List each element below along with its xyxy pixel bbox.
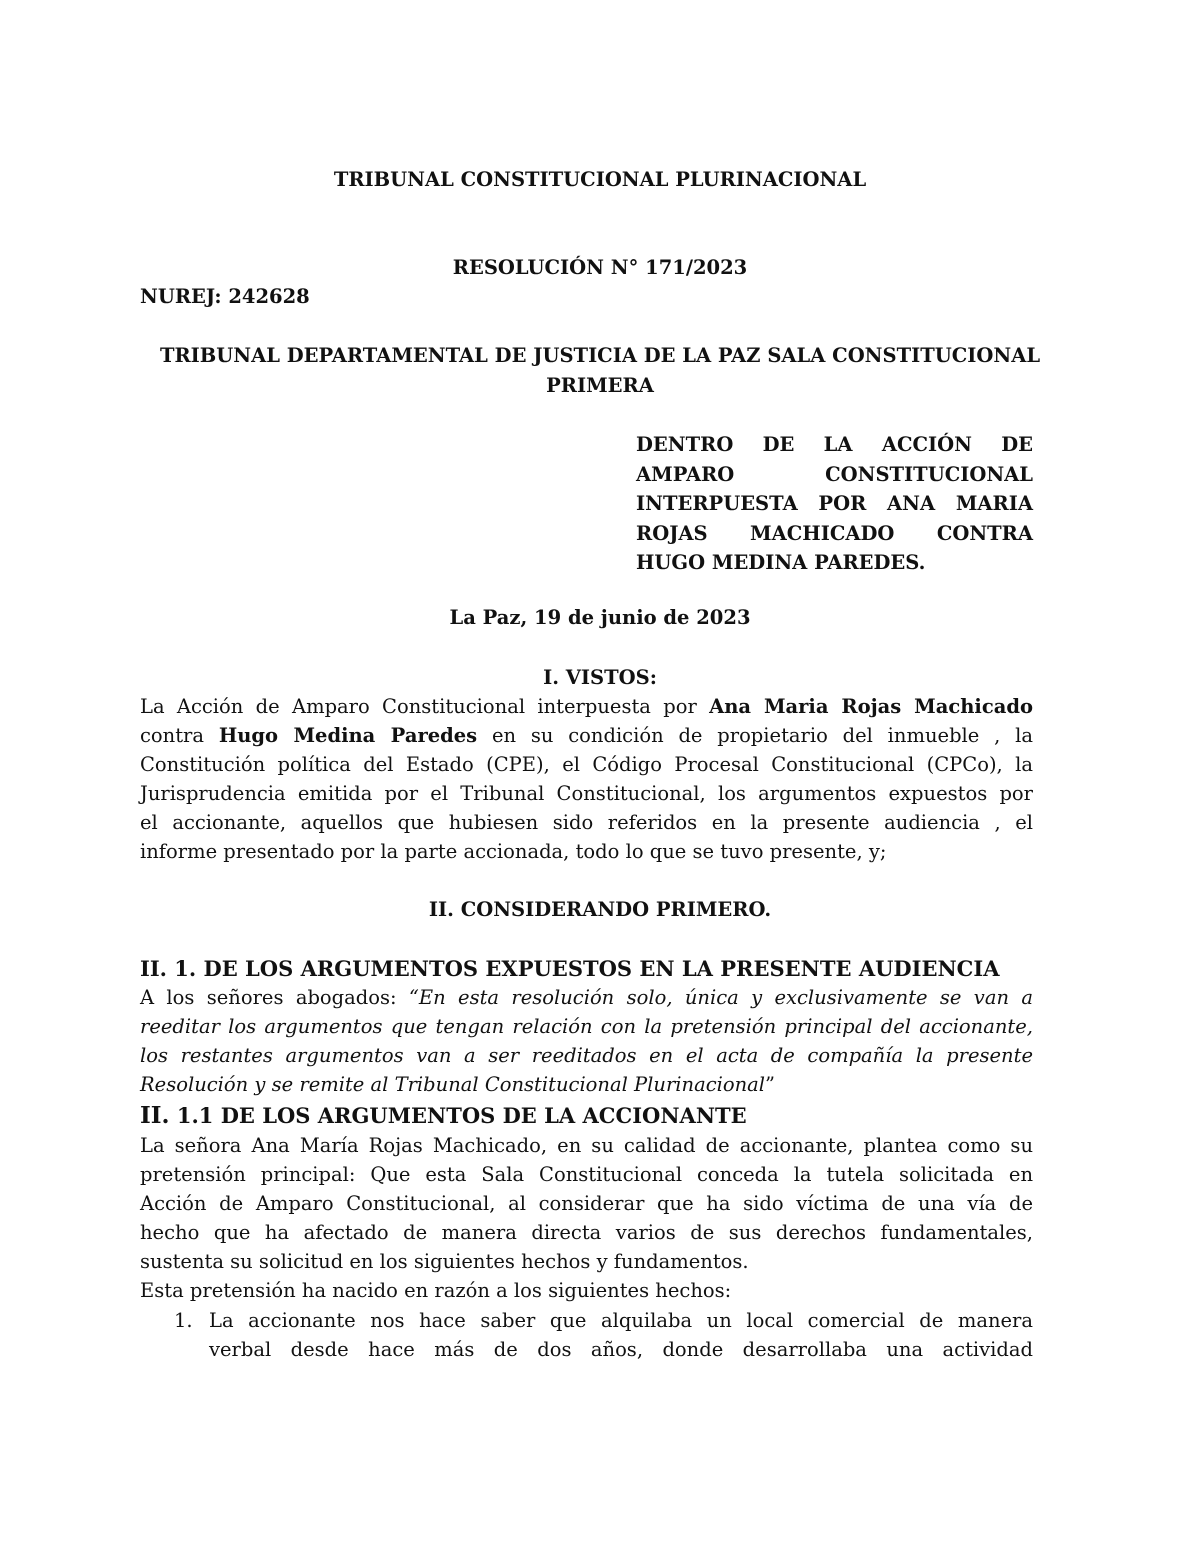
- vistos-text: La Acción de Amparo Constitucional interpuesta por: [140, 695, 710, 718]
- section-ii-1-text: A los señores abogados:: [140, 986, 409, 1009]
- vistos-line: Jurisprudencia emitida por el Tribunal Constitucional, los argumentos expuestos por: [140, 782, 1033, 805]
- section-ii-1-1-line: sustenta su solicitud en los siguientes hechos y fundamentos.: [140, 1250, 749, 1273]
- vistos-line: Constitución política del Estado (CPE), el Código Procesal Constitucional (CPCo), la: [140, 753, 1033, 776]
- list-item-line: verbal desde hace más de dos años, donde desarrollaba una actividad: [209, 1338, 1033, 1361]
- section-ii-1-1-line: La señora Ana María Rojas Machicado, en su calidad de accionante, plantea como su: [140, 1134, 1033, 1157]
- list-item: [140, 1306, 1033, 1364]
- case-caption-line: AMPARO CONSTITUCIONAL: [636, 462, 1033, 486]
- accionante-name: Ana Maria Rojas Machicado: [709, 695, 1033, 718]
- date-line: La Paz, 19 de junio de 2023: [449, 606, 751, 629]
- resolution-number: RESOLUCIÓN N° 171/2023: [452, 256, 748, 279]
- section-ii-1-quote: “En esta resolución solo, única y exclusivamente se van a: [408, 986, 1033, 1009]
- section-ii-1-1-heading-prefix: II.: [140, 1102, 170, 1129]
- list-item-number: 1.: [174, 1309, 193, 1332]
- vistos-line: informe presentado por la parte accionada, todo lo que se tuvo presente, y;: [140, 840, 887, 863]
- case-caption-line: DENTRO DE LA ACCIÓN DE: [636, 433, 1033, 456]
- section-ii-1-1-paragraph: [140, 1131, 1033, 1305]
- vistos-text: en su condición de propietario del inmueble , la: [477, 724, 1033, 747]
- section-ii-1-paragraph: [140, 983, 1033, 1099]
- vistos-text: contra: [140, 724, 219, 747]
- section-ii-1-1-line: pretensión principal: Que esta Sala Constitucional conceda la tutela solicitada en: [140, 1163, 1033, 1186]
- section-ii-1-line: los restantes argumentos van a ser reeditados en el acta de compañía la presente: [140, 1044, 1033, 1067]
- vistos-heading: I. VISTOS:: [543, 666, 657, 689]
- section-ii-1-1-line: Acción de Amparo Constitucional, al considerar que ha sido víctima de una vía de: [140, 1192, 1033, 1215]
- department-line-1: TRIBUNAL DEPARTAMENTAL DE JUSTICIA DE LA PAZ SALA CONSTITUCIONAL: [159, 344, 1041, 367]
- facts-list: [140, 1306, 1033, 1364]
- section-ii-1-quote: Resolución y se remite al Tribunal Constitucional Plurinacional: [140, 1073, 766, 1096]
- section-ii-1-text: ”: [765, 1073, 776, 1096]
- section-ii-1-line: [140, 983, 1033, 1012]
- vistos-line: el accionante, aquellos que hubiesen sido referidos en la presente audiencia , el: [140, 811, 1033, 834]
- section-ii-1-heading: II. 1. DE LOS ARGUMENTOS EXPUESTOS EN LA PRESENTE AUDIENCIA: [140, 956, 1000, 981]
- court-title: TRIBUNAL CONSTITUCIONAL PLURINACIONAL: [333, 168, 867, 191]
- vistos-line: [140, 692, 1033, 721]
- considerando-heading: II. CONSIDERANDO PRIMERO.: [428, 898, 772, 921]
- vistos-paragraph: [140, 692, 1033, 866]
- section-ii-1-1-heading: [140, 1102, 747, 1129]
- section-ii-1-line: reeditar los argumentos que tengan relación con la pretensión principal del accionante,: [140, 1015, 1033, 1038]
- nurej-number: NUREJ: 242628: [140, 285, 310, 308]
- section-ii-1-1-line: hecho que ha afectado de manera directa varios de sus derechos fundamentales,: [140, 1221, 1033, 1244]
- case-caption-line: HUGO MEDINA PAREDES.: [636, 551, 926, 574]
- case-caption-line: INTERPUESTA POR ANA MARIA: [636, 492, 1033, 515]
- case-caption-line: ROJAS MACHICADO CONTRA: [636, 521, 1033, 545]
- section-ii-1-line: [140, 1070, 1033, 1099]
- section-ii-1-1-line: Esta pretensión ha nacido en razón a los siguientes hechos:: [140, 1279, 732, 1302]
- vistos-line: [140, 721, 1033, 750]
- list-item-line: La accionante nos hace saber que alquilaba un local comercial de manera: [209, 1309, 1033, 1332]
- case-caption: [636, 430, 1033, 578]
- accionado-name: Hugo Medina Paredes: [218, 724, 478, 747]
- department-line-2: PRIMERA: [546, 374, 654, 397]
- section-ii-1-1-heading-text: 1.1 DE LOS ARGUMENTOS DE LA ACCIONANTE: [169, 1103, 747, 1128]
